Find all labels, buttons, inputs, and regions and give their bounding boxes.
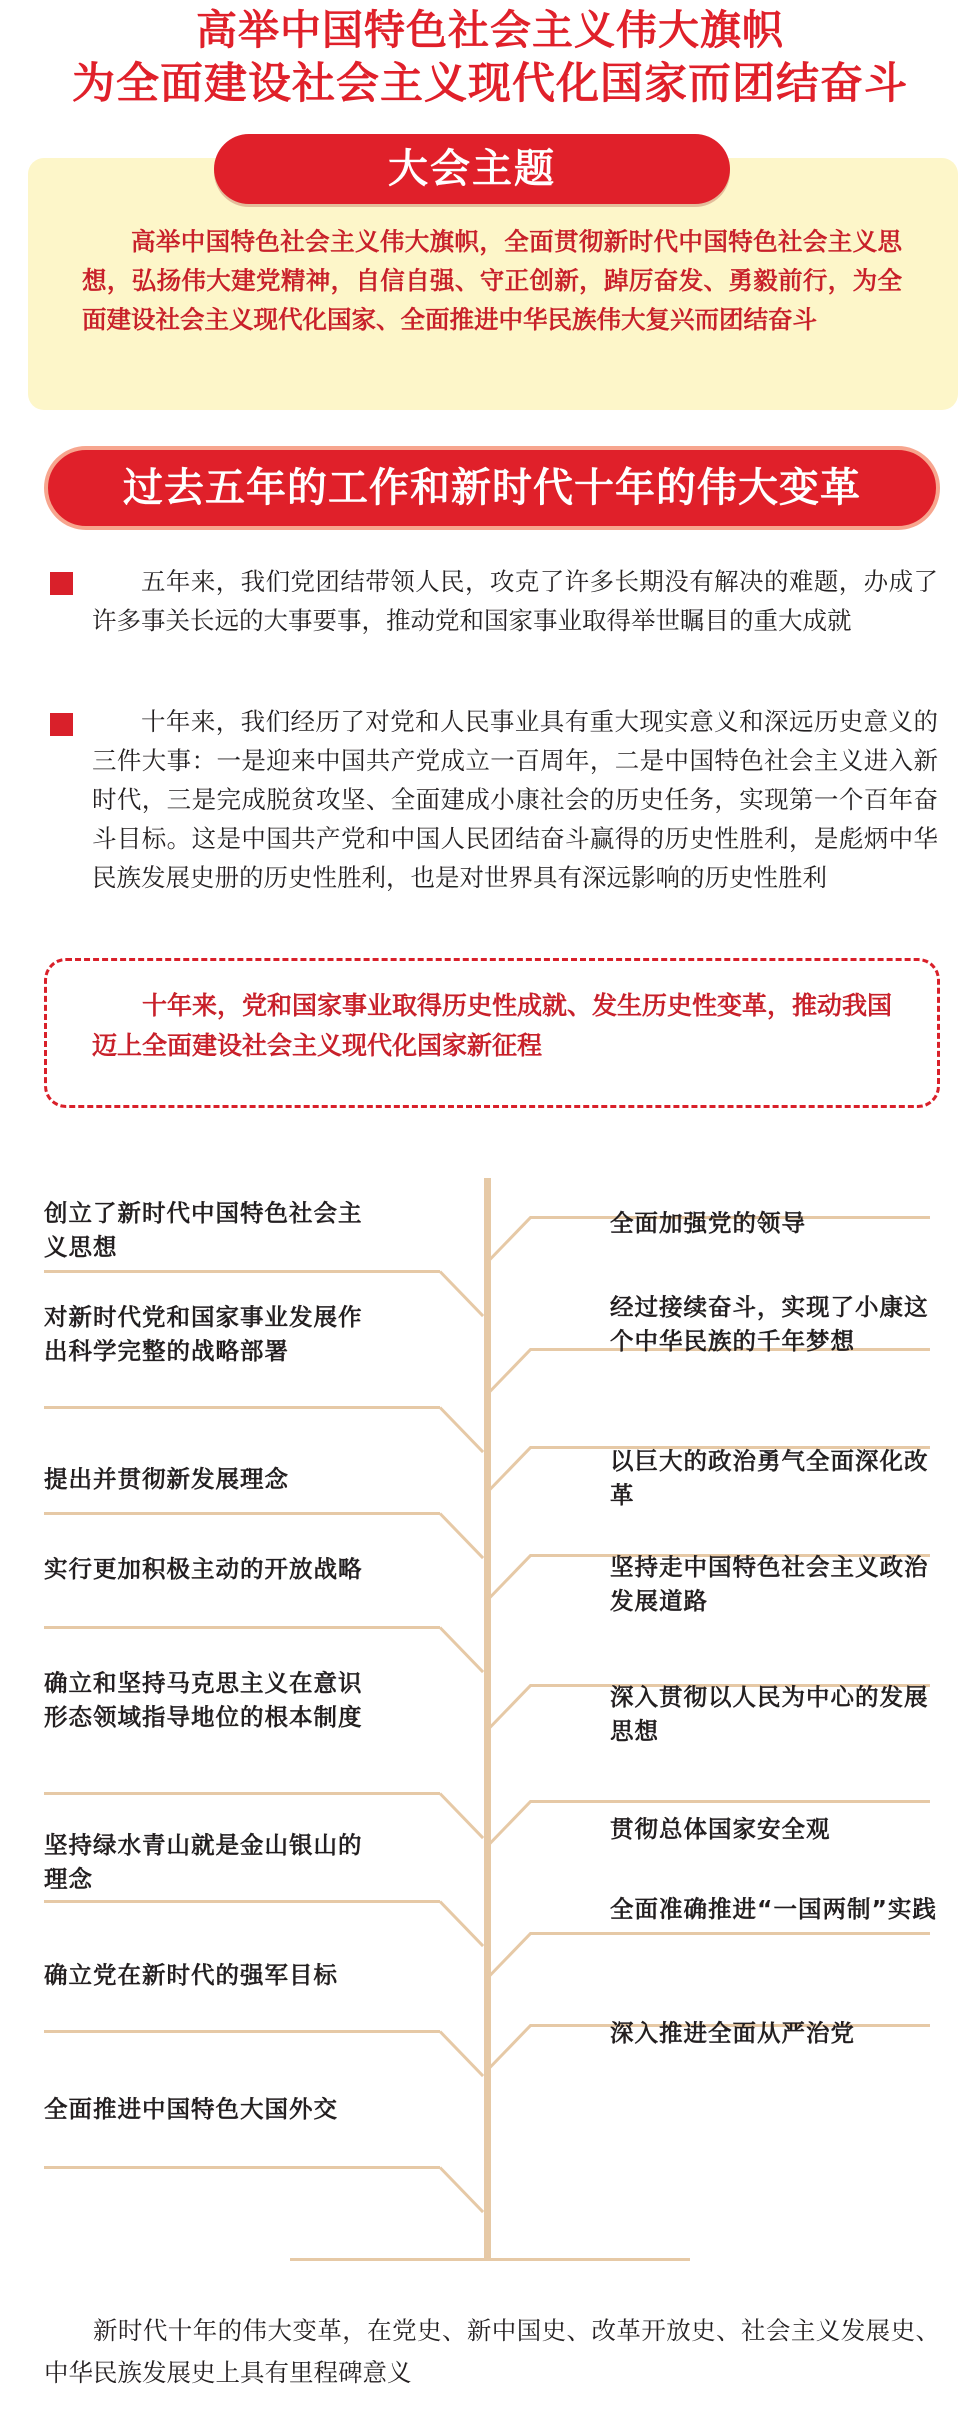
right-item: 全面加强党的领导 — [610, 1209, 806, 1237]
theme-text: 高举中国特色社会主义伟大旗帜，全面贯彻新时代中国特色社会主义思想，弘扬伟大建党精神，自信自强、守正创新，踔厉奋发、勇毅前行，为全面建设社会主义现代化国家、全面推进中华民族伟大复兴而团结奋斗 — [82, 227, 902, 334]
left-item: 对新时代党和国家事业发展作出科学完整的战略部署 — [44, 1303, 363, 1365]
left-branch-diagonal — [439, 1792, 484, 1839]
right-item: 深入推进全面从严治党 — [610, 2019, 855, 2047]
left-branch-diagonal — [439, 1270, 484, 1317]
tree-trunk — [484, 1178, 491, 2260]
right-item: 全面准确推进“一国两制”实践 — [610, 1895, 937, 1923]
right-item: 坚持走中国特色社会主义政治发展道路 — [610, 1553, 929, 1615]
paragraph-five-years: 五年来，我们党团结带领人民，攻克了许多长期没有解决的难题，办成了许多事关长远的大事要事，推动党和国家事业取得举世瞩目的重大成就 — [92, 567, 938, 635]
right-branch-diagonal — [487, 1554, 532, 1601]
closing-text: 新时代十年的伟大变革，在党史、新中国史、改革开放史、社会主义发展史、中华民族发展史上具有里程碑意义 — [44, 2316, 940, 2387]
left-branch — [44, 1512, 440, 1515]
left-item: 确立和坚持马克思主义在意识形态领域指导地位的根本制度 — [44, 1669, 363, 1731]
right-branch-diagonal — [487, 1800, 532, 1847]
bullet-square-icon — [50, 572, 73, 595]
right-branch-diagonal — [487, 1932, 532, 1979]
theme-label: 大会主题 — [214, 134, 730, 204]
left-branch — [44, 2166, 440, 2169]
left-branch-diagonal — [439, 1406, 484, 1453]
right-branch-diagonal — [487, 1348, 532, 1395]
left-branch — [44, 1792, 440, 1795]
left-item: 确立党在新时代的强军目标 — [44, 1961, 338, 1989]
right-branch-diagonal — [487, 2024, 532, 2071]
left-branch — [44, 1900, 440, 1903]
section-header: 过去五年的工作和新时代十年的伟大变革 — [44, 446, 940, 530]
left-branch — [44, 1626, 440, 1629]
left-branch-diagonal — [439, 1900, 484, 1947]
paragraph-ten-years: 十年来，我们经历了对党和人民事业具有重大现实意义和深远历史意义的三件大事：一是迎来中国共产党成立一百周年，二是中国特色社会主义进入新时代，三是完成脱贫攻坚、全面建成小康社会的历史任务，实现第一个百年奋斗目标。这是中国共产党和中国人民团结奋斗赢得的历史性胜利，是彪炳中华民族发展史册的历史性胜利，也是对世界具有深远影响的历史性胜利 — [92, 707, 938, 892]
page-title-line-1: 高举中国特色社会主义伟大旗帜 — [196, 6, 784, 54]
right-item: 深入贯彻以人民为中心的发展思想 — [610, 1683, 929, 1745]
tree-base — [290, 2258, 690, 2261]
right-item: 经过接续奋斗，实现了小康这个中华民族的千年梦想 — [610, 1293, 929, 1355]
right-branch-diagonal — [487, 1216, 532, 1263]
left-item: 实行更加积极主动的开放战略 — [44, 1555, 363, 1583]
right-branch — [530, 1932, 930, 1935]
left-branch-diagonal — [439, 1626, 484, 1673]
left-item: 创立了新时代中国特色社会主义思想 — [44, 1199, 363, 1261]
right-item: 贯彻总体国家安全观 — [610, 1815, 831, 1843]
left-branch-diagonal — [439, 2166, 484, 2213]
right-branch-diagonal — [487, 1684, 532, 1731]
highlight-text: 十年来，党和国家事业取得历史性成就、发生历史性变革，推动我国迈上全面建设社会主义现代化国家新征程 — [92, 991, 893, 1060]
left-item: 提出并贯彻新发展理念 — [44, 1465, 289, 1493]
left-branch — [44, 2030, 440, 2033]
left-branch — [44, 1270, 440, 1273]
right-branch-diagonal — [487, 1446, 532, 1493]
bullet-square-icon — [50, 713, 73, 736]
left-branch — [44, 1406, 440, 1409]
left-branch-diagonal — [439, 1512, 484, 1559]
left-branch-diagonal — [439, 2030, 484, 2077]
right-branch — [530, 1800, 930, 1803]
page-title-line-2: 为全面建设社会主义现代化国家而团结奋斗 — [72, 59, 908, 109]
right-item: 以巨大的政治勇气全面深化改革 — [610, 1447, 929, 1509]
left-item: 坚持绿水青山就是金山银山的理念 — [44, 1831, 363, 1893]
left-item: 全面推进中国特色大国外交 — [44, 2095, 338, 2123]
